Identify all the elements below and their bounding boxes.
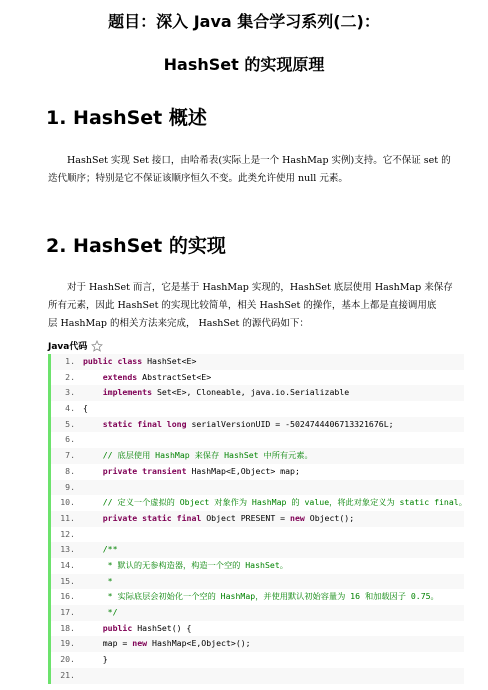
code-text <box>83 401 88 417</box>
code-token: HashSet<E> <box>147 356 197 366</box>
code-text <box>83 354 196 370</box>
code-text <box>83 574 113 590</box>
code-line <box>51 527 464 543</box>
code-token: map = <box>83 638 133 649</box>
line-number: 2. <box>65 371 75 382</box>
code-text <box>83 621 191 637</box>
code-token: new <box>290 512 310 523</box>
section2-heading: 2. HashSet 的实现 <box>46 235 226 257</box>
line-number: 18. <box>60 622 75 633</box>
code-token: extends <box>102 371 143 382</box>
code-token <box>83 513 103 523</box>
line-number: 6. <box>65 434 75 445</box>
code-line <box>51 480 464 496</box>
code-token: * <box>83 575 113 586</box>
code-line <box>51 558 464 574</box>
code-token: Set<E>, Cloneable, java.io.Serializable <box>156 387 350 398</box>
line-number: 12. <box>60 528 75 539</box>
code-text <box>83 558 288 574</box>
code-text <box>83 448 313 464</box>
code-text <box>83 636 251 652</box>
line-number: 17. <box>60 607 75 617</box>
line-number: 8. <box>65 465 75 476</box>
line-number: 16. <box>60 591 75 602</box>
code-token <box>83 372 103 382</box>
line-number: 21. <box>60 669 75 680</box>
code-line <box>51 448 464 464</box>
code-line <box>51 605 464 621</box>
star-outline-icon[interactable] <box>91 340 103 352</box>
section1-para-line1: HashSet 实现 Set 接口，由哈希表(实际上是一个 HashMap 实例)支持。它不保证 set 的 <box>67 155 451 166</box>
code-text <box>83 542 118 558</box>
line-number: 15. <box>60 575 75 586</box>
section2-para-line3: 层 HashMap 的相关方法来完成， HashSet 的源代码如下： <box>48 318 309 329</box>
code-token <box>83 466 103 476</box>
section2-para-line1: 对于 HashSet 而言，它是基于 HashMap 实现的，HashSet 底层使用 HashMap 来保存 <box>67 282 453 293</box>
code-token: * 默认的无参构造器，构造一个空的 HashSet。 <box>83 559 288 570</box>
line-number: 3. <box>65 387 75 398</box>
line-number: 1. <box>65 356 75 366</box>
code-token: * 实际底层会初始化一个空的 HashMap，并使用默认初始容量为 16 和加载因子 0.75。 <box>83 591 439 602</box>
code-token: public class <box>83 356 148 366</box>
code-token: new <box>132 638 153 649</box>
code-token: private static final <box>102 512 207 523</box>
code-token: implements <box>102 387 157 398</box>
code-line <box>51 574 464 590</box>
code-token: // 底层使用 HashMap 来保存 HashSet 中所有元素。 <box>83 450 313 461</box>
code-block <box>48 354 467 684</box>
code-token: Object PRESENT = <box>206 512 291 523</box>
code-line <box>51 385 464 401</box>
code-line <box>51 621 464 637</box>
code-line <box>51 432 464 448</box>
code-text <box>83 370 211 386</box>
line-number: 19. <box>60 638 75 649</box>
code-text <box>83 605 118 621</box>
page-title-line2: HashSet 的实现原理 <box>163 55 325 74</box>
code-token: Object(); <box>309 512 355 523</box>
code-text <box>83 464 300 480</box>
code-token: HashSet() { <box>137 622 192 633</box>
code-token: static final long <box>102 418 192 429</box>
section1-heading: 1. HashSet 概述 <box>46 107 207 129</box>
code-token: // 定义一个虚拟的 Object 对象作为 HashMap 的 value，将此对象定义为 static final。 <box>83 497 467 508</box>
section1-paragraph <box>48 152 466 188</box>
code-text <box>83 495 467 511</box>
code-line <box>51 417 464 433</box>
code-text <box>83 589 439 605</box>
line-number: 11. <box>60 512 75 523</box>
code-label <box>48 339 103 352</box>
code-line <box>51 636 464 652</box>
line-number: 4. <box>65 403 75 414</box>
line-number: 13. <box>60 544 75 555</box>
code-token: public <box>102 622 138 633</box>
code-line <box>51 652 464 668</box>
code-token: HashMap<E,Object>(); <box>152 638 251 649</box>
code-label-text: Java代码 <box>48 342 88 352</box>
code-text <box>83 417 394 433</box>
code-line <box>51 542 464 558</box>
line-number: 5. <box>65 418 75 429</box>
code-line <box>51 511 464 527</box>
code-line <box>51 668 464 684</box>
code-line <box>51 495 467 511</box>
line-number: 20. <box>60 654 75 665</box>
line-number: 7. <box>65 450 75 461</box>
code-line <box>51 464 464 480</box>
code-line <box>51 589 464 605</box>
page-title-line1: 题目：深入 Java 集合学习系列(二)： <box>108 12 380 31</box>
code-token: HashMap<E,Object> map; <box>191 465 300 476</box>
code-token: /** <box>83 544 118 555</box>
code-text <box>83 652 108 668</box>
section2-paragraph <box>48 279 466 333</box>
line-number: 14. <box>60 559 75 570</box>
line-number: 9. <box>65 481 75 492</box>
code-line <box>51 401 464 417</box>
section2-para-line2: 所有元素，因此 HashSet 的实现比较简单，相关 HashSet 的操作，基本上都是直接调用底 <box>48 300 437 311</box>
code-token: */ <box>83 607 118 617</box>
code-token: { <box>83 403 88 414</box>
line-number: 10. <box>60 497 75 508</box>
section1-para-line2: 迭代顺序；特别是它不保证该顺序恒久不变。此类允许使用 null 元素。 <box>48 173 348 184</box>
code-token <box>83 419 103 429</box>
code-token <box>83 623 103 633</box>
code-line <box>51 354 464 370</box>
code-token: } <box>83 654 108 665</box>
code-text <box>83 385 349 401</box>
code-line <box>51 370 464 386</box>
code-token: AbstractSet<E> <box>142 371 212 382</box>
code-token <box>83 387 103 397</box>
code-token: private transient <box>102 465 192 476</box>
code-token: serialVersionUID = -5024744406713321676L; <box>191 418 394 429</box>
code-text <box>83 511 354 527</box>
